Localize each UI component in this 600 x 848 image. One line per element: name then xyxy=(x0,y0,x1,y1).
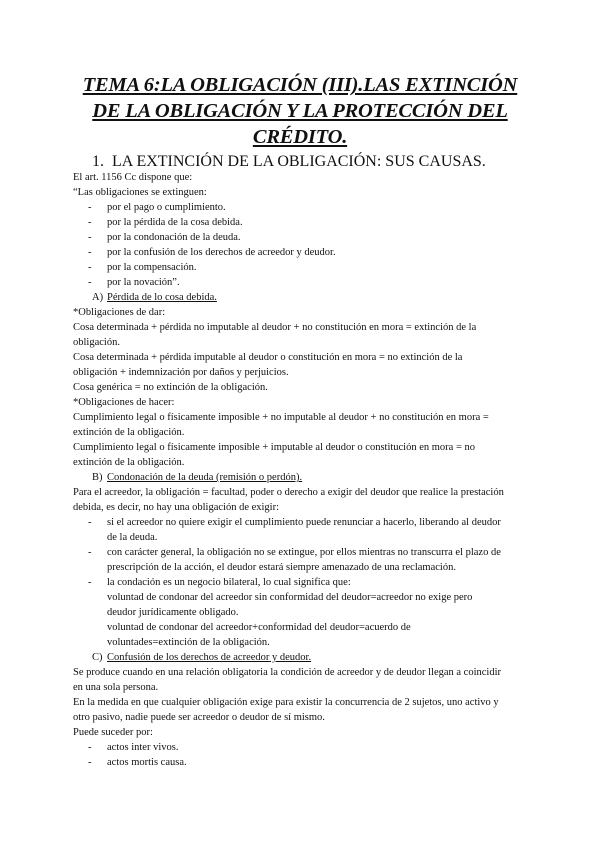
list-item: - actos mortis causa. xyxy=(88,757,187,768)
list-item: - por el pago o cumplimiento. xyxy=(88,202,226,213)
subsection-c-heading: C) Confusión de los derechos de acreedor y deudor. xyxy=(92,652,312,663)
list-item: - si el acreedor no quiere exigir el cumplimiento puede renunciar a hacerlo, liberando al deudor de la deuda. xyxy=(88,517,501,543)
text-line: Cumplimiento legal o físicamente imposible + imputable al deudor o constitución en mora = no xyxy=(73,442,476,453)
list-item: - por la compensación. xyxy=(88,262,197,273)
text-line: Puede suceder por: xyxy=(73,727,153,738)
text-line: Cosa genérica = no extinción de la obligación. xyxy=(73,382,268,393)
text-line: debida, es decir, no hay una obligación de exigir: xyxy=(73,502,280,513)
text-line: extinción de la obligación. xyxy=(73,457,185,468)
text-line: obligación. xyxy=(73,337,120,348)
quote-paragraph: “Las obligaciones se extinguen: xyxy=(73,187,207,198)
text-line: Cumplimiento legal o físicamente imposible + no imputable al deudor + no constitución en mora = xyxy=(73,412,489,423)
section-title: LA EXTINCIÓN DE LA OBLIGACIÓN: SUS CAUSAS. xyxy=(112,153,486,170)
subsection-b-heading: B) Condonación de la deuda (remisión o perdón). xyxy=(92,472,303,483)
text-line: Para el acreedor, la obligación = facultad, poder o derecho a exigir del deudor que realice la prestación xyxy=(73,487,504,498)
title-line-3: CRÉDITO. xyxy=(252,126,348,148)
subsection-a-heading: A) Pérdida de lo cosa debida. xyxy=(92,292,217,303)
text-line: En la medida en que cualquier obligación exige para existir la concurrencia de 2 sujetos, uno activo y xyxy=(73,697,499,708)
text-line: Cosa determinada + pérdida imputable al deudor o constitución en mora = no extinción de la xyxy=(73,352,463,363)
list-item: - la condación es un negocio bilateral, lo cual significa que: voluntad de condonar del acreedor sin conformidad del deudor=acreedor no exige pero deudor jurídicamente obligado. voluntad de condonar del acreedor+conformidad del deudor=acuerdo de voluntades=extinción de la obligación. xyxy=(88,577,473,648)
list-item: - con carácter general, la obligación no se extingue, por ellos mientras no transcurra el plazo de prescripción de la acción, el deudor estará siempre amenazado de una reclamación. xyxy=(88,547,501,573)
document-title xyxy=(70,72,530,150)
text-line: *Obligaciones de hacer: xyxy=(73,397,175,408)
list-item: - por la novación”. xyxy=(88,277,180,288)
text-line: obligación + indemnización por daños y perjuicios. xyxy=(73,367,289,378)
section-number: 1. xyxy=(92,153,104,170)
text-line: extinción de la obligación. xyxy=(73,427,185,438)
text-line: Cosa determinada + pérdida no imputable al deudor + no constitución en mora = extinción de la xyxy=(73,322,477,333)
text-line: *Obligaciones de dar: xyxy=(73,307,166,318)
text-line: en una sola persona. xyxy=(73,682,159,693)
text-line: otro pasivo, nadie puede ser acreedor o deudor de sí mismo. xyxy=(73,712,325,723)
title-line-2: DE LA OBLIGACIÓN Y LA PROTECCIÓN DEL xyxy=(92,100,508,122)
title-line-1: TEMA 6:LA OBLIGACIÓN (III).LAS EXTINCIÓN xyxy=(82,74,518,96)
document-body xyxy=(73,170,535,770)
intro-paragraph: El art. 1156 Cc dispone que: xyxy=(73,172,193,183)
section-heading xyxy=(92,152,486,172)
list-item: - actos inter vivos. xyxy=(88,742,179,753)
list-item: - por la pérdida de la cosa debida. xyxy=(88,217,243,228)
text-line: Se produce cuando en una relación obligatoria la condición de acreedor y de deudor llegan a coincidir xyxy=(73,667,501,678)
list-item: - por la confusión de los derechos de acreedor y deudor. xyxy=(88,247,336,258)
list-item: - por la condonación de la deuda. xyxy=(88,232,241,243)
